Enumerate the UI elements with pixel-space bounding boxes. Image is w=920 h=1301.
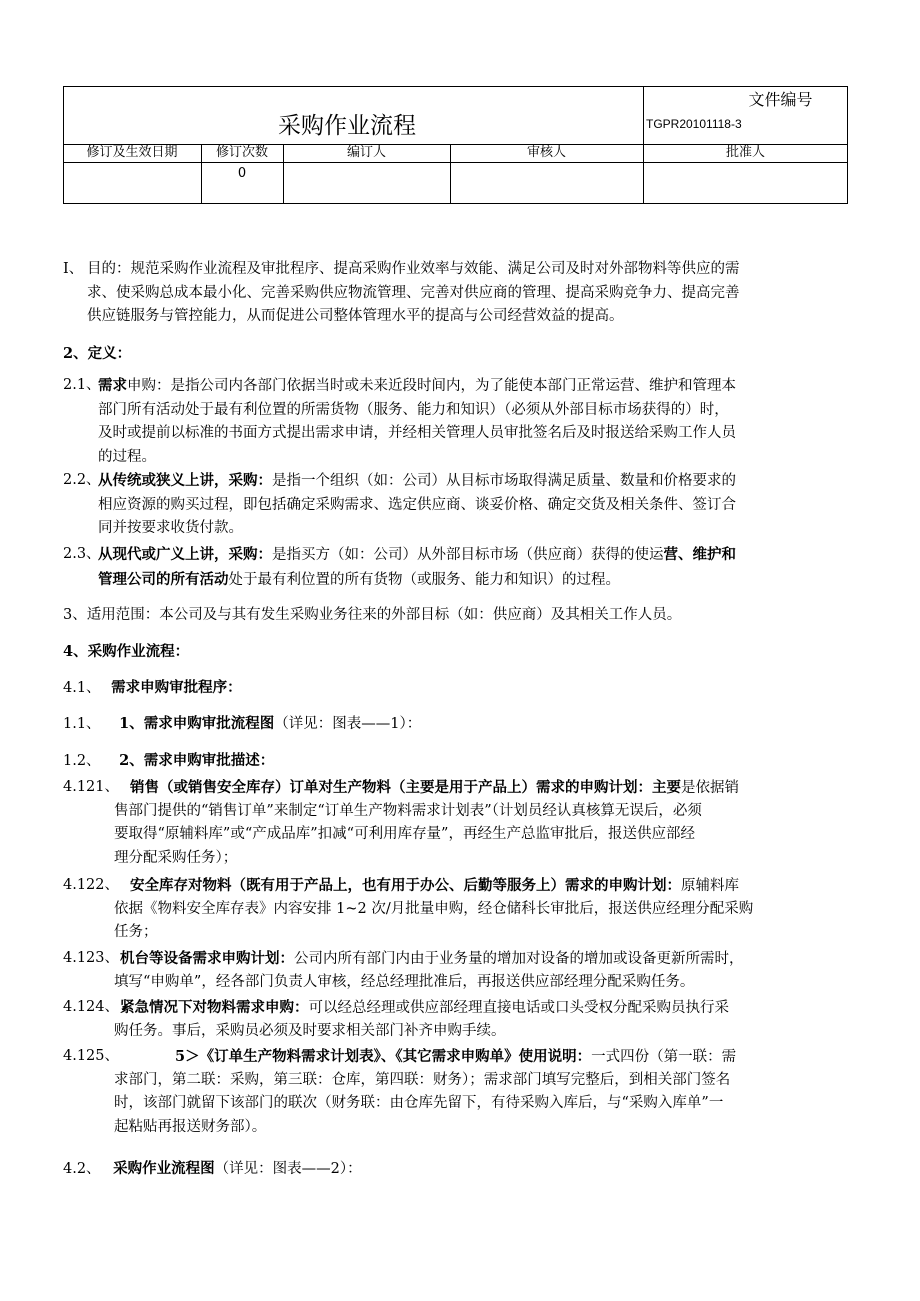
bold-term: 机台等设备需求申购计划： bbox=[120, 950, 294, 967]
section-number: 4.2、 bbox=[63, 1161, 101, 1177]
text-line: 任务； bbox=[114, 924, 158, 940]
section-number: 4.125、 bbox=[63, 1048, 120, 1064]
text-line: 部门所有活动处于最有利位置的所需货物（服务、能力和知识）（必须从外部目标市场获得的）时， bbox=[98, 401, 729, 418]
text-line: 是指一个组织（如：公司）从目标市场取得满足质量、数量和价格要求的 bbox=[272, 473, 736, 489]
section-workflow: 4、采购作业流程： bbox=[63, 643, 190, 660]
section-number: 4.124、 bbox=[63, 999, 120, 1015]
text-line: 求部门，第二联：采购，第三联：仓库，第四联：财务）；需求部门填写完整后，到相关部门签名 bbox=[114, 1071, 731, 1088]
text-line: 是依据销 bbox=[681, 780, 739, 796]
text-line: （详见：图表——2）： bbox=[214, 1161, 362, 1177]
bold-term: 采购作业流程图 bbox=[113, 1160, 215, 1177]
col-revision-date: 修订及生效日期 bbox=[86, 145, 178, 160]
doc-number: TGPR20101118-3 bbox=[646, 117, 742, 131]
doc-number-label: 文件编号 bbox=[748, 90, 813, 109]
bold-term: 紧急情况下对物料需求申购： bbox=[120, 999, 309, 1016]
text-line: 相应资源的购买过程，即包括确定采购需求、选定供应商、谈妥价格、确定交货及相关条件、签订合 bbox=[98, 496, 736, 513]
text-line: 要取得“原辅料库”或“产成品库”扣减“可利用库存量”，再经生产总监审批后，报送供应部经 bbox=[114, 826, 695, 842]
text-line: 及时或提前以标准的书面方式提出需求申请，并经相关管理人员审批签名后及时报送给采购工作人员 bbox=[98, 425, 736, 441]
bold-term: 需求申购审批程序： bbox=[111, 679, 242, 696]
text-line: 售部门提供的“销售订单”来制定“订单生产物料需求计划表”（计划员经认真核算无误后，必须 bbox=[114, 802, 702, 819]
section-number: 4.123、 bbox=[63, 950, 120, 966]
section-4-2 bbox=[63, 1157, 362, 1182]
page-title: 采购作业流程 bbox=[278, 113, 416, 139]
text-line: 公司内所有部门内由于业务量的增加对设备的增加或设备更新所需时， bbox=[294, 951, 744, 967]
section-number: 1.2、 bbox=[63, 753, 101, 769]
text-line: （详见：图表——1）： bbox=[274, 716, 422, 732]
text-line: 供应链服务与管控能力，从而促进公司整体管理水平的提高与公司经营效益的提高。 bbox=[87, 308, 624, 324]
section-number: 4.1、 bbox=[63, 680, 101, 696]
section-number: 4.122、 bbox=[63, 877, 120, 893]
text-line: 求、使采购总成本最小化、完善采购供应物流管理、完善对供应商的管理、提高采购竞争力、提高完善 bbox=[87, 284, 740, 301]
section-number: I、 bbox=[63, 261, 84, 277]
bold-term: 从传统或狭义上讲，采购： bbox=[98, 472, 272, 489]
text-line: 目的：规范采购作业流程及审批程序、提高采购作业效率与效能、满足公司及时对外部物料等供应的需 bbox=[87, 261, 740, 277]
section-scope: 3、适用范围：本公司及与其有发生采购业务往来的外部目标（如：供应商）及其相关工作人员。 bbox=[63, 607, 682, 623]
text-line: 同并按要求收货付款。 bbox=[98, 520, 243, 536]
bold-term: 5＞《订单生产物料需求计划表》、《其它需求申购单》使用说明： bbox=[175, 1048, 592, 1065]
section-number: 2.1、 bbox=[63, 377, 101, 393]
bold-term: 从现代或广义上讲，采购： bbox=[98, 546, 272, 563]
text-line: 的过程。 bbox=[98, 448, 156, 465]
col-approver: 批准人 bbox=[725, 145, 765, 160]
text-line: 理分配采购任务）； bbox=[114, 849, 238, 866]
text-line: 起粘贴再报送财务部）。 bbox=[114, 1118, 267, 1135]
bold-term: 管理公司的所有活动 bbox=[98, 570, 229, 588]
bold-term: 1、需求申购审批流程图 bbox=[119, 715, 275, 732]
text-line: 时，该部门就留下该部门的联次（财务联：由仓库先留下，有待采购入库后，与“采购入库单”一 bbox=[114, 1095, 724, 1111]
revision-count-value: 0 bbox=[237, 166, 247, 181]
bold-term: 销售（或销售安全库存）订单对生产物料（主要是用于产品上）需求的申购计划：主要 bbox=[130, 779, 681, 796]
section-number: 2.3、 bbox=[63, 546, 101, 562]
text-line: 依据《物料安全库存表》内容安排 1~2 次/月批量申购，经仓储科长审批后，报送供应经理分配采购 bbox=[114, 900, 754, 917]
text-line: 填写“申购单”，经各部门负责人审核，经总经理批准后，再报送供应部经理分配采购任务。 bbox=[114, 973, 695, 990]
section-number: 2.2、 bbox=[63, 472, 101, 488]
text-line: 一式四份（第一联：需 bbox=[591, 1049, 737, 1065]
col-reviewer: 审核人 bbox=[526, 145, 566, 160]
text-line: 是指买方（如：公司）从外部目标市场（供应商）获得的使运 bbox=[272, 547, 664, 563]
header-table bbox=[63, 86, 848, 204]
text-line: 可以经总经理或供应部经理直接电话或口头受权分配采购员执行采 bbox=[308, 1000, 729, 1016]
section-number: 4.121、 bbox=[63, 779, 120, 795]
bold-term: 2、需求申购审批描述： bbox=[119, 752, 275, 769]
bold-term: 需求 bbox=[98, 377, 127, 394]
section-number: 1.1、 bbox=[63, 716, 101, 732]
bold-term: 安全库存对物料（既有用于产品上，也有用于办公、后勤等服务上）需求的申购计划： bbox=[130, 877, 681, 894]
section-definition: 2、定义： bbox=[63, 345, 132, 362]
text-line: 处于最有利位置的所有货物（或服务、能力和知识）的过程。 bbox=[228, 571, 620, 588]
col-revision-count: 修订次数 bbox=[215, 145, 268, 160]
bold-term: 营、维护和 bbox=[663, 546, 736, 563]
text-line: 原辅料库 bbox=[681, 878, 739, 894]
section-4-1 bbox=[63, 676, 242, 701]
section-1-2 bbox=[63, 749, 274, 774]
section-1-1 bbox=[63, 712, 421, 737]
col-editor: 编订人 bbox=[346, 145, 386, 160]
text-line: 购任务。事后，采购员必须及时要求相关部门补齐申购手续。 bbox=[114, 1022, 506, 1039]
text-line: 申购：是指公司内各部门依据当时或未来近段时间内，为了能使本部门正常运营、维护和管理本 bbox=[127, 378, 736, 394]
